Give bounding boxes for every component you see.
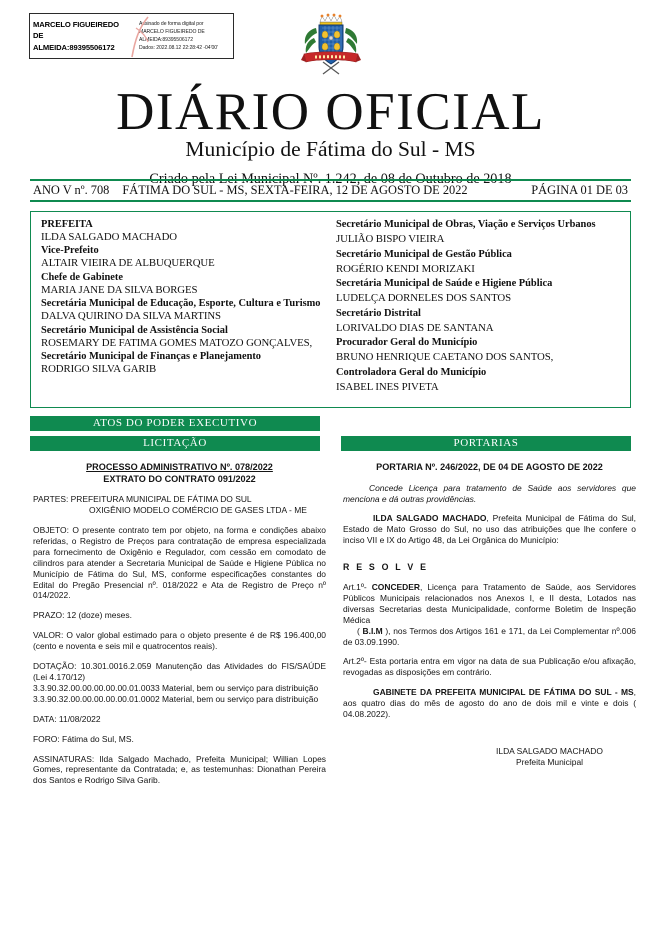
official-name: MARIA JANE DA SILVA BORGES: [41, 283, 198, 296]
masthead-law-line: Criado pela Lei Municipal Nº. 1.242, de 08 de Outubro de 2018: [149, 171, 512, 187]
official-role: Chefe de Gabinete: [41, 271, 123, 283]
signature-detail-line-2: MARCELO FIGUEIREDO DE: [139, 29, 205, 35]
official-role: Secretária Municipal de Saúde e Higiene Pública: [336, 278, 553, 289]
official-name: ILDA SALGADO MACHADO: [41, 231, 177, 244]
portaria-preamble-rest: , Prefeita Municipal de Fátima do Sul, Estado de Mato Grosso do Sul, no uso das atribuições que lhe confere o inciso VII e IX do Artigo 48, da Lei Orgânica do Município:: [343, 513, 636, 546]
portaria-gabinete-rest: , aos quatro dias do mês de agosto do ano de dois mil e vinte e dois ( 04.08.2022).: [343, 687, 636, 720]
portaria-signature-block: [343, 746, 636, 768]
edition-bar: [30, 179, 631, 202]
signature-detail-line-4: Dados: 2022.08.12 22:28:42 -04'00': [139, 45, 218, 51]
official-role: Procurador Geral do Município: [336, 337, 478, 348]
column-portarias: [343, 462, 636, 768]
official-role: Secretário Municipal de Gestão Pública: [336, 248, 512, 260]
official-role: Controladora Geral do Município: [336, 366, 487, 378]
licitacao-dotacao-line-2: 3.3.90.32.00.00.00.00.00.01.0033 Material, bem ou serviço para distribuição: [33, 682, 319, 693]
signature-detail-block: [137, 20, 233, 52]
edition-year-number: ANO V nº. 708: [33, 183, 110, 197]
licitacao-dotacao-line-1: DOTAÇÃO: 10.301.0016.2.059 Manutenção das Atividades do FIS/SAÚDE (Lei 4.170/12): [33, 661, 326, 682]
official-name: DALVA QUIRINO DA SILVA MARTINS: [41, 310, 221, 323]
licitacao-objeto: OBJETO: O presente contrato tem por objeto, na forma e condições abaixo referidas, o Registro de Preços para contratação de empresa especializada para fornecimento de Oxigênio e Regulador, com cessão em comodato de cilindros para atender a Secretaria Municipal de Saúde e Higiene Pública no Município de Fátima do Sul, MS, conforme especificações constantes do Edital do Pregão Presencial nº. 018/2022 e Ata de Registro de Preço nº 014/2022.: [33, 525, 326, 601]
licitacao-dotacao-line-3: 3.3.90.32.00.00.00.00.00.01.0002 Material, bem ou serviço para distribuição: [33, 693, 319, 704]
licitacao-prazo: PRAZO: 12 (doze) meses.: [33, 610, 132, 621]
official-role: Secretário Distrital: [336, 307, 421, 319]
portaria-art2: Art.2º- Esta portaria entra em vigor na data de sua Publicação e/ou afixação, revogadas as disposições em contrário.: [343, 656, 636, 678]
coat-of-arms-icon: [296, 10, 366, 78]
portaria-art1-bim-prefix: (: [357, 625, 363, 636]
officials-column-left: [31, 218, 330, 407]
portaria-art1-continuation: [343, 626, 636, 648]
portaria-resolve-label: R E S O L V E: [343, 562, 429, 573]
signature-detail-line-3: ALMEIDA:89395506172: [139, 37, 193, 43]
portaria-art1-prefix: Art.1º-: [343, 582, 372, 593]
licitacao-assinaturas: ASSINATURAS: Ilda Salgado Machado, Prefeita Municipal; Willian Lopes Gomes, representante da Contratada; e, as testemunhas: Dionathan Pereira dos Santos e Rodrigo Silva Garib.: [33, 753, 326, 786]
official-role: PREFEITA: [41, 219, 93, 230]
portaria-preamble: [343, 513, 636, 546]
official-name: ROGÉRIO KENDI MORIZAKI: [336, 262, 475, 275]
portaria-gabinete: [343, 687, 636, 720]
official-name: ALTAIR VIEIRA DE ALBUQUERQUE: [41, 257, 215, 270]
portaria-signature-title: Prefeita Municipal: [515, 757, 584, 767]
portaria-signature-name: ILDA SALGADO MACHADO: [496, 746, 603, 756]
page-title: DIÁRIO OFICIAL: [116, 83, 545, 141]
masthead-subtitle: Município de Fátima do Sul - MS: [185, 137, 476, 161]
officials-box: [30, 211, 631, 408]
section-banner-portarias: PORTARIAS: [341, 436, 631, 451]
licitacao-partes-line-1: PARTES: PREFEITURA MUNICIPAL DE FÁTIMA DO SUL: [33, 494, 252, 505]
portaria-art1-bim: B.I.M: [362, 625, 383, 636]
portaria-art1-bim-rest: ), nos Termos dos Artigos 161 e 171, da Lei Complementar nº.006 de 03.09.1990.: [343, 625, 636, 647]
official-role: Secretário Municipal de Obras, Viação e Serviços Urbanos: [336, 219, 596, 230]
official-name: RODRIGO SILVA GARIB: [41, 363, 157, 376]
official-name: BRUNO HENRIQUE CAETANO DOS SANTOS,: [336, 351, 554, 363]
signature-name-line-1: MARCELO FIGUEIREDO: [33, 19, 119, 29]
signature-name-line-3: ALMEIDA:89395506172: [33, 42, 115, 52]
licitacao-heading-line-2: EXTRATO DO CONTRATO 091/2022: [103, 473, 256, 484]
licitacao-foro: FORO: Fátima do Sul, MS.: [33, 733, 134, 744]
official-name: LUDELÇA DORNELES DOS SANTOS: [336, 292, 511, 304]
official-role: Secretário Municipal de Finanças e Planejamento: [41, 350, 262, 362]
portaria-art1: [343, 582, 636, 626]
section-banner-atos: ATOS DO PODER EXECUTIVO: [30, 416, 320, 431]
portaria-art1-keyword: CONCEDER: [371, 582, 420, 593]
licitacao-valor: VALOR: O valor global estimado para o objeto presente é de R$ 196.400,00 (cento e noventa e seis mil e quatrocentos reais).: [33, 630, 326, 652]
official-name: ISABEL INES PIVETA: [336, 380, 439, 393]
licitacao-data: DATA: 11/08/2022: [33, 713, 101, 724]
masthead: [0, 83, 661, 189]
portaria-preamble-name: ILDA SALGADO MACHADO: [373, 513, 487, 524]
signature-name-block: [30, 19, 137, 54]
section-banner-licitacao: LICITAÇÃO: [30, 436, 320, 451]
digital-signature-stamp: [29, 13, 234, 59]
official-role: Vice-Prefeito: [41, 245, 99, 257]
column-licitacao: [33, 462, 326, 795]
official-role: Secretário Municipal de Assistência Social: [41, 324, 228, 336]
official-name: ROSEMARY DE FATIMA GOMES MATOZO GONÇALVES,: [41, 336, 313, 349]
officials-column-right: [330, 218, 630, 407]
portaria-ementa: Concede Licença para tratamento de Saúde aos servidores que menciona e dá outras providências.: [343, 482, 636, 504]
edition-page-number: PÁGINA 01 DE 03: [531, 183, 628, 197]
licitacao-partes-line-2: OXIGÊNIO MODELO COMÉRCIO DE GASES LTDA - ME: [89, 505, 307, 516]
portaria-heading: PORTARIA Nº. 246/2022, DE 04 DE AGOSTO DE 2022: [376, 462, 603, 472]
portaria-gabinete-bold: GABINETE DA PREFEITA MUNICIPAL DE FÁTIMA DO SUL - MS: [373, 687, 634, 698]
licitacao-heading-line-1: PROCESSO ADMINISTRATIVO Nº. 078/2022: [86, 462, 273, 472]
official-name: JULIÃO BISPO VIEIRA: [336, 233, 445, 245]
signature-detail-line-1: Assinado de forma digital por: [139, 21, 204, 27]
signature-name-line-2: DE: [33, 31, 44, 41]
official-name: LORIVALDO DIAS DE SANTANA: [336, 321, 494, 334]
official-role: Secretária Municipal de Educação, Esporte, Cultura e Turismo: [41, 298, 321, 310]
portaria-art1-rest: , Licença para Tratamento de Saúde, aos Servidores Públicos Municipais relacionados nos Anexos I, e II desta, Lotados nas diversas Secretarias desta Municipalidade, conforme Boletim de Inspeção Médica: [343, 582, 636, 625]
edition-place-date: FÁTIMA DO SUL - MS, SEXTA-FEIRA, 12 DE AGOSTO DE 2022: [122, 183, 468, 197]
